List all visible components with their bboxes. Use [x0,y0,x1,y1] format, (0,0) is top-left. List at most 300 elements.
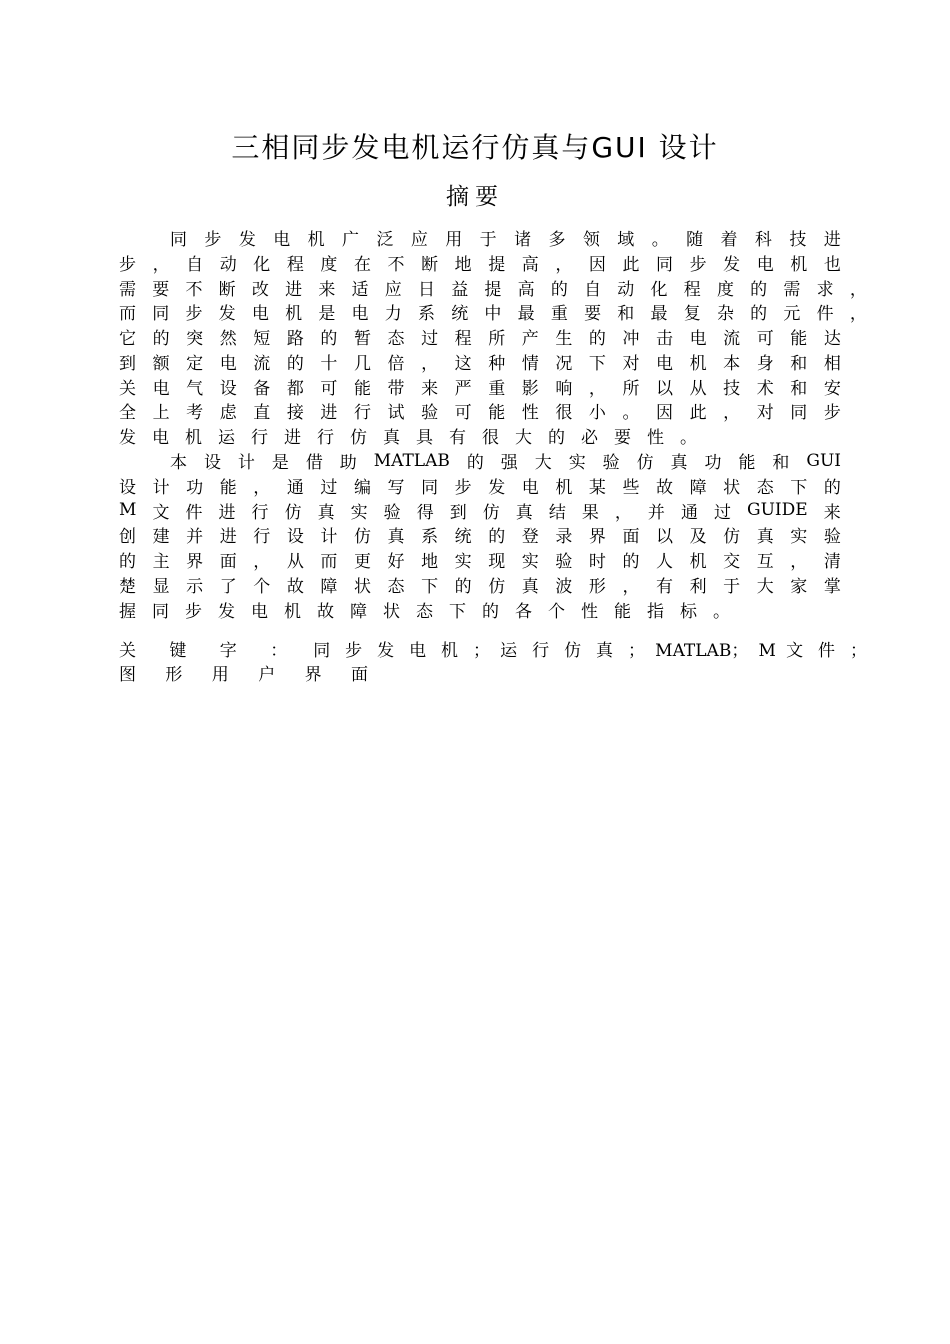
abstract-token: ， [253,477,271,498]
abstract-token: 。 [713,601,730,622]
abstract-token: 此 [689,403,707,424]
abstract-token: 实 [454,552,472,573]
abstract-token: 额 [152,353,170,374]
abstract-token: 带 [387,378,405,399]
abstract-token: 通 [286,477,304,498]
abstract-token: 突 [186,329,204,350]
abstract-token: ， [790,552,808,573]
abstract-token: 的 [750,279,768,300]
abstract-token: GUIDE [747,500,808,521]
abstract-token: ， [723,403,741,424]
abstract-token: MATLAB [373,450,450,471]
abstract-line [119,349,841,374]
abstract-token: 设 [119,477,136,498]
abstract-token: 要 [614,428,631,449]
abstract-token: 进 [218,502,236,523]
abstract-token: 件 [816,304,834,325]
abstract-token: 可 [756,329,774,350]
abstract-token: 验 [421,403,439,424]
abstract-token: 电 [521,477,539,498]
abstract-token: 行 [251,502,269,523]
abstract-token: 击 [656,329,673,350]
abstract-token: 严 [454,378,472,399]
abstract-token: 面 [219,552,237,573]
abstract-token: 大 [515,428,532,449]
abstract-token: 电 [689,329,707,350]
abstract-token: 日 [417,279,435,300]
abstract-token: 态 [387,329,405,350]
abstract-token: 计 [237,453,255,474]
abstract-token: ， [152,254,170,275]
abstract-token: 进 [823,229,841,250]
abstract-token: 自 [186,254,204,275]
abstract-token: 程 [286,254,304,275]
abstract-token: 很 [482,428,499,449]
abstract-token: 也 [823,254,841,275]
abstract-token: 仿 [350,428,367,449]
abstract-line [119,473,841,498]
abstract-token: 相 [823,353,841,374]
abstract-token: 大 [534,453,552,474]
abstract-line [119,275,867,300]
abstract-token: 力 [384,304,402,325]
abstract-token: 故 [656,477,673,498]
abstract-token: 真 [670,453,688,474]
abstract-token: 的 [482,601,499,622]
abstract-token: 机 [284,601,301,622]
abstract-token: 然 [219,329,237,350]
abstract-token: 机 [185,428,202,449]
abstract-token: 从 [689,378,707,399]
abstract-token: 验 [602,453,620,474]
abstract-token: 不 [185,279,203,300]
abstract-token: 它 [119,329,136,350]
abstract-token: 冲 [622,329,640,350]
abstract-token: 真 [521,577,539,598]
abstract-token: 来 [421,378,439,399]
abstract-token: 件 [185,502,203,523]
abstract-token: 复 [683,304,701,325]
abstract-token: 仿 [353,527,371,548]
abstract-token: 和 [790,378,808,399]
abstract-token: 清 [823,552,841,573]
abstract-token: 着 [720,229,738,250]
abstract-token: 的 [548,428,565,449]
abstract-line [119,225,841,250]
abstract-token: 要 [584,304,602,325]
abstract-token: 因 [656,403,673,424]
abstract-token: 最 [650,304,668,325]
abstract-token: 最 [517,304,535,325]
abstract-token: 某 [588,477,606,498]
abstract-token: 随 [686,229,704,250]
abstract-token: 小 [588,403,606,424]
abstract-token: 步 [454,477,472,498]
abstract-token: 计 [152,477,170,498]
abstract-token: 提 [488,254,506,275]
abstract-token: 利 [689,577,707,598]
abstract-token: 地 [421,552,439,573]
abstract-token: 状 [353,577,371,598]
abstract-body [119,225,867,686]
abstract-token: ， [614,502,632,523]
abstract-line [119,498,841,523]
abstract-token: 定 [186,353,204,374]
abstract-token: 步 [185,304,203,325]
abstract-token: 性 [581,601,598,622]
abstract-token: 并 [186,527,204,548]
abstract-token: 设 [286,527,304,548]
abstract-token: 科 [754,229,772,250]
abstract-token: 短 [253,329,271,350]
abstract-token: 及 [689,527,707,548]
abstract-token: 和 [790,353,808,374]
keywords-values-2: 图 形 用 户 界 面 [119,665,381,686]
abstract-token: 性 [647,428,664,449]
abstract-token: 化 [253,254,271,275]
abstract-token: 几 [353,353,371,374]
abstract-token: 是 [318,304,336,325]
abstract-token: 度 [716,279,734,300]
abstract-token: 中 [484,304,502,325]
abstract-token: 的 [466,453,484,474]
abstract-token: 步 [689,254,707,275]
abstract-token: 来 [318,279,336,300]
abstract-line [119,423,841,448]
abstract-token: 需 [783,279,801,300]
abstract-token: 握 [119,601,136,622]
abstract-token: 运 [218,428,235,449]
abstract-token: 所 [488,329,506,350]
abstract-token: 电 [656,353,673,374]
abstract-line [119,250,841,275]
abstract-token: 形 [588,577,606,598]
abstract-token: 建 [152,527,170,548]
abstract-token: 同 [152,304,170,325]
abstract-token: 机 [555,477,573,498]
abstract-token: 些 [622,477,640,498]
abstract-token: 性 [521,403,539,424]
abstract-token: 度 [320,254,338,275]
abstract-token: 态 [387,577,405,598]
abstract-token: 得 [416,502,434,523]
abstract-token: ， [253,552,271,573]
abstract-token: 所 [622,378,640,399]
abstract-token: 可 [320,378,338,399]
abstract-token: 交 [723,552,741,573]
abstract-token: 的 [152,329,170,350]
abstract-token: 域 [617,229,635,250]
abstract-token: 更 [353,552,371,573]
abstract-token: 助 [339,453,357,474]
abstract-token: 录 [555,527,573,548]
abstract-token: 功 [186,477,204,498]
abstract-token: 界 [186,552,204,573]
abstract-token: 主 [152,552,170,573]
abstract-token: 影 [521,378,539,399]
abstract-token: 泛 [376,229,394,250]
abstract-token: 断 [218,279,236,300]
abstract-token: 步 [185,601,202,622]
keywords-values: 同 步 发 电 机 ； 运 行 仿 真 ； MATLAB； M 文 件 ； [313,640,867,661]
abstract-token: 障 [689,477,707,498]
abstract-token: 高 [521,254,539,275]
abstract-token: ， [849,279,867,300]
abstract-token: 验 [383,502,401,523]
abstract-token: 同 [656,254,673,275]
abstract-token: 通 [680,502,698,523]
abstract-token: 实 [350,502,368,523]
abstract-token: 不 [387,254,405,275]
abstract-token: M [119,500,137,521]
abstract-token: 步 [119,254,136,275]
abstract-token: 试 [387,403,405,424]
abstract-token: 是 [271,453,289,474]
abstract-token: 并 [647,502,665,523]
abstract-token: 流 [723,329,741,350]
abstract-token: 的 [750,304,768,325]
abstract-token: 的 [119,552,136,573]
abstract-token: 指 [647,601,664,622]
abstract-token: 。 [680,428,697,449]
abstract-token: 气 [186,378,204,399]
keywords-label: 关 键 字 ： [119,640,302,661]
abstract-token: 暂 [353,329,371,350]
abstract-token: 家 [790,577,808,598]
abstract-token: 楚 [119,577,136,598]
abstract-token: 重 [488,378,506,399]
abstract-token: 系 [421,527,439,548]
abstract-token: 了 [219,577,237,598]
abstract-token: 功 [704,453,722,474]
abstract-token: 生 [555,329,573,350]
abstract-token: 机 [790,254,808,275]
abstract-token: 果 [581,502,599,523]
abstract-token: 断 [421,254,439,275]
abstract-token: 实 [790,527,808,548]
abstract-token: 有 [449,428,466,449]
abstract-token: 况 [555,353,573,374]
abstract-token: 进 [285,279,303,300]
abstract-token: 的 [320,329,338,350]
abstract-line [119,448,841,473]
abstract-token: 能 [488,403,506,424]
abstract-token: 能 [790,329,808,350]
abstract-token: 发 [238,229,256,250]
abstract-token: 流 [253,353,271,374]
abstract-token: 考 [186,403,204,424]
abstract-token: 此 [622,254,640,275]
abstract-token: 到 [449,502,467,523]
abstract-token: 杂 [716,304,734,325]
abstract-token: 显 [152,577,170,598]
abstract-token: 要 [152,279,170,300]
abstract-token: 仿 [482,502,500,523]
abstract-token: 种 [488,353,506,374]
abstract-token: 路 [286,329,304,350]
abstract-token: 上 [152,403,170,424]
abstract-token: 机 [689,353,707,374]
abstract-token: 实 [521,552,539,573]
abstract-token: 备 [253,378,271,399]
abstract-line [119,374,841,399]
abstract-token: 文 [152,502,170,523]
abstract-token: ， [555,254,573,275]
abstract-token: 来 [823,502,841,523]
abstract-token: 发 [218,601,235,622]
abstract-token: ， [622,577,640,598]
abstract-token: 写 [387,477,405,498]
abstract-line [119,597,841,622]
abstract-token: 同 [790,403,808,424]
abstract-token: 过 [421,329,439,350]
abstract-token: 同 [421,477,439,498]
abstract-heading: 摘要 [446,184,504,210]
abstract-token: 电 [273,229,291,250]
abstract-token: 程 [454,329,472,350]
abstract-token: 能 [738,453,756,474]
keywords-line [119,636,867,661]
abstract-token: 求 [816,279,834,300]
abstract-token: 行 [317,428,334,449]
abstract-token: 真 [317,502,335,523]
abstract-token: 很 [555,403,573,424]
abstract-token: 行 [251,428,268,449]
abstract-token: 同 [170,229,187,250]
abstract-token: GUI [806,450,841,471]
abstract-token: 电 [251,601,268,622]
abstract-line [119,324,841,349]
abstract-token: 需 [119,279,136,300]
abstract-token: 状 [383,601,400,622]
abstract-token: 登 [521,527,539,548]
abstract-token: 发 [218,304,236,325]
abstract-token: 真 [387,527,405,548]
abstract-token: 时 [588,552,606,573]
abstract-token: 情 [521,353,539,374]
abstract-token: 计 [320,527,338,548]
abstract-token: 因 [588,254,606,275]
abstract-token: ， [421,353,439,374]
abstract-token: 高 [517,279,535,300]
abstract-token: 真 [515,502,533,523]
abstract-token: 人 [656,552,673,573]
abstract-token: 术 [756,378,774,399]
abstract-token: 适 [351,279,369,300]
abstract-token: 提 [484,279,502,300]
abstract-token: 在 [353,254,371,275]
abstract-token: 的 [286,353,304,374]
abstract-token: 验 [823,527,841,548]
abstract-token: 创 [119,527,136,548]
abstract-token: 验 [555,552,573,573]
abstract-token: 直 [253,403,271,424]
abstract-token: 的 [454,577,472,598]
abstract-token: 过 [320,477,338,498]
abstract-token: 接 [286,403,304,424]
abstract-token: 仿 [284,502,302,523]
abstract-token: 的 [823,477,841,498]
abstract-token: 发 [723,254,741,275]
abstract-token: 进 [219,527,237,548]
abstract-token: 以 [656,378,673,399]
abstract-token: 程 [683,279,701,300]
abstract-token: 电 [152,428,169,449]
abstract-token: 技 [789,229,807,250]
abstract-token: 机 [307,229,325,250]
abstract-token: 波 [555,577,573,598]
abstract-token: 的 [550,279,568,300]
abstract-line [119,523,841,548]
abstract-token: 化 [650,279,668,300]
abstract-token: 。 [622,403,640,424]
abstract-token: 动 [219,254,237,275]
abstract-token: 和 [772,453,790,474]
abstract-token: 大 [756,577,774,598]
abstract-token: 系 [417,304,435,325]
abstract-token: 编 [353,477,371,498]
abstract-token: 发 [488,477,506,498]
abstract-token: 都 [286,378,304,399]
abstract-token: 于 [723,577,741,598]
abstract-token: 步 [204,229,222,250]
abstract-token: 必 [581,428,598,449]
abstract-token: 于 [479,229,497,250]
abstract-token: 全 [119,403,136,424]
keywords-line-2 [119,661,841,686]
abstract-token: 应 [410,229,428,250]
abstract-token: 有 [656,577,673,598]
abstract-token: 互 [756,552,774,573]
abstract-token: 以 [656,527,673,548]
abstract-token: ， [849,304,867,325]
abstract-token: 多 [548,229,566,250]
abstract-token: 十 [320,353,338,374]
abstract-token: 能 [614,601,631,622]
abstract-token: 对 [756,403,774,424]
abstract-token: 现 [488,552,506,573]
abstract-line [119,572,841,597]
abstract-token: 本 [723,353,741,374]
abstract-token: 领 [582,229,600,250]
abstract-token: 机 [689,552,707,573]
abstract-token: 状 [723,477,741,498]
abstract-token: 进 [320,403,338,424]
abstract-token: ， [588,378,606,399]
abstract-token: 应 [384,279,402,300]
abstract-token: 下 [449,601,466,622]
abstract-token: 而 [119,304,136,325]
abstract-token: 下 [588,353,606,374]
abstract-token: 下 [790,477,808,498]
abstract-token: 电 [351,304,369,325]
abstract-token: 实 [568,453,586,474]
abstract-token: 态 [756,477,774,498]
abstract-token: 电 [152,378,170,399]
abstract-token: 障 [350,601,367,622]
abstract-token: 电 [251,304,269,325]
abstract-token: 用 [445,229,463,250]
abstract-token: 统 [451,304,469,325]
abstract-token: 设 [219,378,237,399]
abstract-token: 能 [219,477,237,498]
abstract-token: 借 [305,453,323,474]
abstract-token: 虑 [219,403,237,424]
abstract-token: 本 [170,453,187,474]
abstract-token: 具 [416,428,433,449]
abstract-token: 广 [342,229,360,250]
abstract-token: 仿 [636,453,654,474]
